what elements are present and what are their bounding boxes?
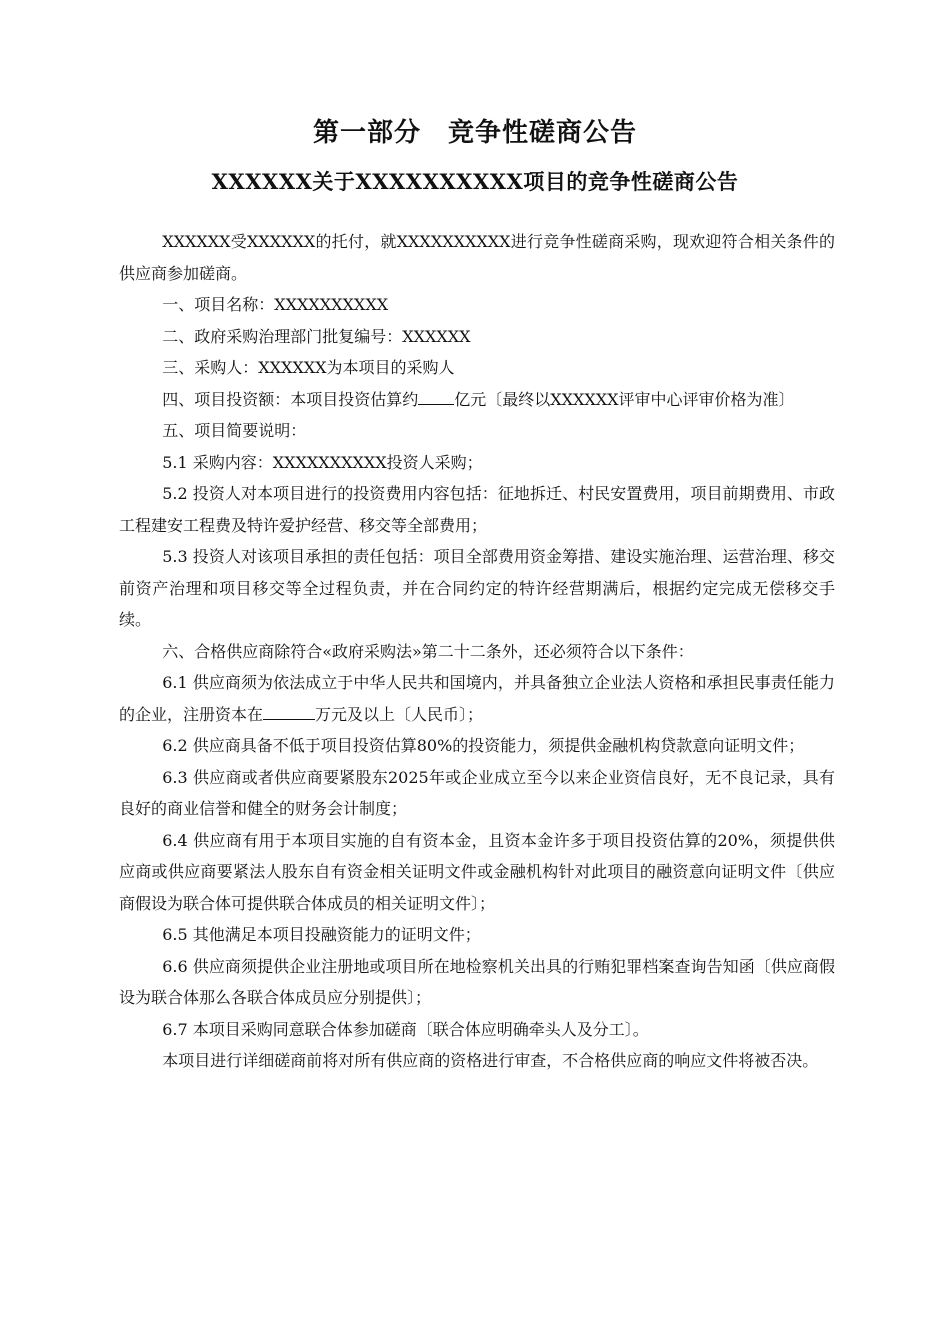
document-subtitle: XXXXXX关于XXXXXXXXXX项目的竞争性磋商公告 [211, 169, 739, 194]
item-4-text-before: 四、项目投资额：本项目投资估算约 [162, 389, 419, 409]
paragraph-item-6-1 [119, 667, 835, 730]
document-body [119, 226, 835, 1077]
document-title: 第一部分 竞争性磋商公告 [312, 118, 637, 148]
paragraph-item-5-1: 5.1 采购内容：XXXXXXXXXX投资人采购； [162, 452, 483, 472]
paragraph-item-2: 二、政府采购治理部门批复编号：XXXXXX [162, 326, 471, 346]
paragraph-item-6: 六、合格供应商除符合«政府采购法»第二十二条外，还必须符合以下条件： [162, 641, 694, 661]
item-6-1-text-after: 万元及以上〔人民币〕； [315, 704, 484, 724]
paragraph-item-6-4: 6.4 供应商有用于本项目实施的自有资本金，且资本金许多于项目投资估算的20%，须提供供应商或供应商要紧法人股东自有资金相关证明文件或金融机构针对此项目的融资意向证明文件〔供应商假设为联合体可提供联合体成员的相关证明文件〕； [119, 830, 835, 913]
item-6-1-text-before: 6.1 供应商须为依法成立于中华人民共和国境内，并具备独立企业法人资格和承担民事责任能力的企业，注册资本在 [119, 673, 835, 724]
paragraph-item-6-6: 6.6 供应商须提供企业注册地或项目所在地检察机关出具的行贿犯罪档案查询告知函〔供应商假设为联合体那么各联合体成员应分别提供〕； [119, 956, 835, 1007]
paragraph-item-6-2: 6.2 供应商具备不低于项目投资估算80%的投资能力，须提供金融机构贷款意向证明文件； [162, 736, 805, 755]
investment-amount-blank [418, 386, 454, 405]
paragraph-intro: XXXXXX受XXXXXX的托付，就XXXXXXXXXX进行竞争性磋商采购，现欢迎符合相关条件的供应商参加磋商。 [119, 232, 835, 283]
paragraph-item-5: 五、项目简要说明： [162, 421, 307, 440]
paragraph-item-4 [119, 384, 835, 416]
paragraph-item-5-2: 5.2 投资人对本项目进行的投资费用内容包括：征地拆迁、村民安置费用，项目前期费用、市政工程建安工程费及特许爱护经营、移交等全部费用； [119, 484, 835, 535]
paragraph-item-6-7: 6.7 本项目采购同意联合体参加磋商〔联合体应明确牵头人及分工〕。 [162, 1019, 649, 1039]
paragraph-item-6-3: 6.3 供应商或者供应商要紧股东2025年或企业成立至今以来企业资信良好，无不良记录，具有良好的商业信誉和健全的财务会计制度； [119, 767, 835, 818]
paragraph-item-1: 一、项目名称：XXXXXXXXXX [162, 295, 389, 314]
paragraph-closing: 本项目进行详细磋商前将对所有供应商的资格进行审查，不合格供应商的响应文件将被否决。 [162, 1051, 819, 1070]
paragraph-item-6-5: 6.5 其他满足本项目投融资能力的证明文件； [162, 925, 481, 944]
item-4-text-after: 亿元〔最终以XXXXXX评审中心评审价格为准〕 [454, 389, 795, 409]
registered-capital-blank [263, 701, 315, 720]
paragraph-item-3: 三、采购人：XXXXXX为本项目的采购人 [162, 358, 455, 377]
paragraph-item-5-3: 5.3 投资人对该项目承担的责任包括：项目全部费用资金筹措、建设实施治理、运营治理、移交前资产治理和项目移交等全过程负责，并在合同约定的特许经营期满后，根据约定完成无偿移交手续。 [119, 547, 835, 629]
